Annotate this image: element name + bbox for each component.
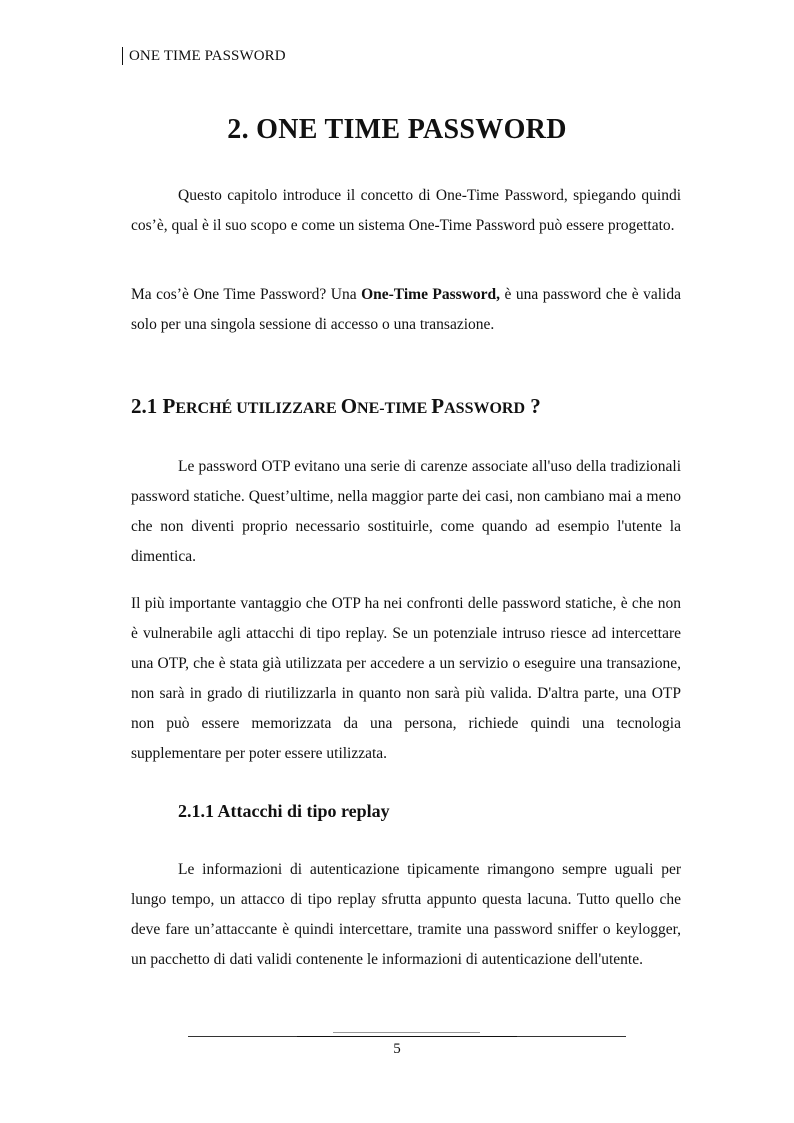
section-title-part-5: P [431, 394, 445, 418]
intro-p2-text-before: Ma cos’è One Time Password? Una [131, 286, 362, 303]
intro-p2-bold-term: One-Time Password, [361, 286, 501, 303]
section-2-1-title [131, 394, 541, 419]
intro-paragraph-2 [131, 280, 681, 340]
intro-p2-text-after: è una password che è valida solo per una singola sessione di accesso o una transazione. [131, 286, 681, 333]
section-title-part-1: P [162, 394, 176, 418]
section-title-part-3: O [340, 394, 358, 418]
section-2-1-paragraph-2: Il più importante vantaggio che OTP ha nei confronti delle password statiche, è che non è vulnerabile agli attacchi di tipo replay. Se un potenziale intruso riesce ad intercettare una OTP, che è stata già utilizzata per accedere a un servizio o eseguire una transazione, non sarà in grado di riutilizzarla in quanto non sarà più valida. D'altra parte, una OTP non può essere memorizzata da una persona, richiede quindi una tecnologia supplementare per poter essere utilizzata. [131, 595, 681, 762]
chapter-title: 2. ONE TIME PASSWORD [227, 114, 567, 145]
page-number: 5 [393, 1041, 401, 1057]
footer-rule-top [333, 1032, 480, 1033]
running-header-title: ONE TIME PASSWORD [129, 47, 286, 64]
section-title-part-7: ? [525, 394, 541, 418]
running-header [122, 47, 286, 65]
section-title-part-2: ERCHÉ UTILIZZARE [175, 400, 341, 417]
section-title-part-4: NE-TIME [357, 400, 432, 417]
section-2-1-number: 2.1 [131, 394, 158, 418]
intro-paragraph-1: Questo capitolo introduce il concetto di One-Time Password, spiegando quindi cos’è, qual è il suo scopo e come un sistema One-Time Password può essere progettato. [131, 187, 681, 234]
footer-rule-center [297, 1036, 517, 1037]
section-2-1-paragraph-1: Le password OTP evitano una serie di carenze associate all'uso della tradizionali password statiche. Quest’ultime, nella maggior parte dei casi, non cambiano mai a meno che non diventi proprio necessario sostituirle, come quando ad esempio l'utente la dimentica. [131, 458, 681, 565]
subsection-2-1-1-paragraph-1: Le informazioni di autenticazione tipicamente rimangono sempre uguali per lungo tempo, un attacco di tipo replay sfrutta appunto questa lacuna. Tutto quello che deve fare un’attaccante è quindi intercettare, tramite una password sniffer o keylogger, un pacchetto di dati validi contenente le informazioni di autenticazione dell'utente. [131, 861, 681, 968]
section-title-part-6: ASSWORD [444, 400, 526, 417]
subsection-2-1-1-title: 2.1.1 Attacchi di tipo replay [178, 801, 390, 821]
header-divider [122, 47, 123, 65]
